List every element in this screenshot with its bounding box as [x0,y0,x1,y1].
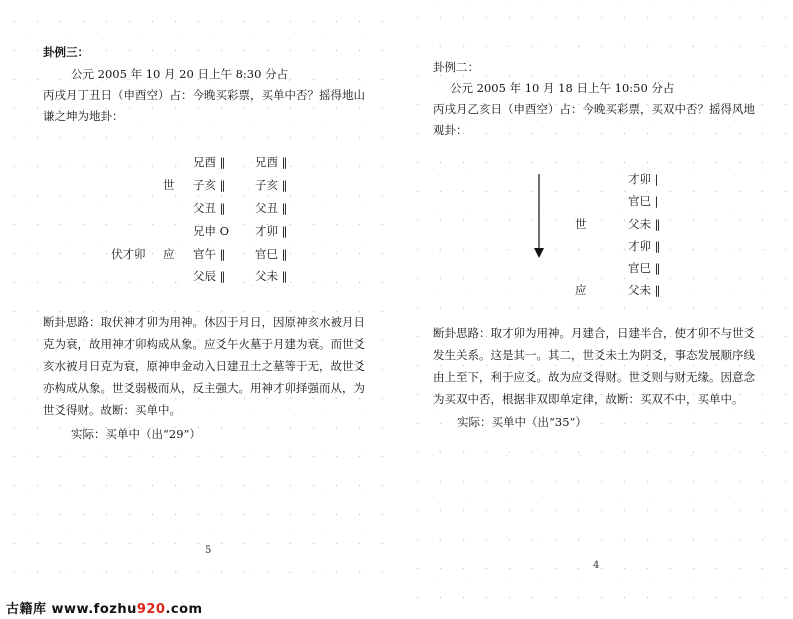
left-analysis-line: 亦构成从象。世爻弱极而从，反主强大。用神才卯择强而从，为 [43,381,365,395]
gua-right-yao: 父未 ‖ [255,269,288,283]
left-analysis-line: 世爻得财。故断：买单中。 [43,403,181,417]
right-analysis-line: 发生关系。这是其一。其二，世爻未土为阴爻，事态发展顺序线 [433,348,755,362]
shi-marker: 世 [163,178,175,192]
gua-yao: 才卯 | [628,172,659,186]
gua-row [628,260,660,276]
down-arrow-icon [533,174,545,260]
ying-marker: 应 [163,247,175,261]
site-watermark[interactable] [6,600,203,619]
gua-left-yao: 兄酉 ‖ [193,155,226,169]
gua-yao: 父未 ‖ [628,217,661,231]
left-analysis-line: 亥水被月日克为衰，原神申金动入日建丑土之墓等于无，故世爻 [43,359,365,373]
site-number: 920 [136,602,166,617]
right-question-line-2: 观卦： [433,123,468,137]
right-analysis-line: 断卦思路：取才卯为用神。月建合，日建半合，使才卯不与世爻 [433,326,755,340]
gua-right-yao: 父丑 ‖ [255,201,288,215]
gua-yao: 才卯 ‖ [628,239,661,253]
right-result-line: 实际：买单中（出“35”） [457,415,587,429]
page-number: 4 [593,560,600,571]
gua-right-yao: 兄酉 ‖ [255,155,288,169]
gua-left-yao-moving: 兄申 O [193,224,230,238]
gua-row [628,193,659,209]
gua-left-yao: 子亥 ‖ [193,178,226,192]
right-page [397,0,793,600]
site-footer [0,600,793,619]
right-heading: 卦例二： [433,60,479,74]
right-date-line: 公元 2005 年 10 月 18 日上午 10:50 分占 [450,81,675,95]
gua-left-yao: 父辰 ‖ [193,269,226,283]
left-question-line-2: 谦之坤为地卦： [43,109,124,123]
page-number: 5 [205,545,212,556]
left-question-line-1: 丙戌月丁丑日（申酉空）占：今晚买彩票，买单中否？摇得地山 [43,88,365,102]
gua-yao: 官巳 | [628,194,659,208]
gua-yao: 官巳 ‖ [628,261,661,275]
gua-row [628,171,659,187]
gua-left-yao: 官午 ‖ [193,247,226,261]
fu-shen-label: 伏才卯 [111,247,146,261]
left-analysis-line: 克为衰，故用神才卯构成从象。应爻午火墓于月建为衰。而世爻 [43,337,365,351]
ying-marker: 应 [575,283,587,297]
gua-row [628,238,660,254]
left-analysis-line: 断卦思路：取伏神才卯为用神。休囚于月日，因原神亥水被月日 [43,315,365,329]
gua-left-yao: 父丑 ‖ [193,201,226,215]
site-suffix: .com [165,602,203,617]
left-date-line: 公元 2005 年 10 月 20 日上午 8:30 分占 [71,67,289,81]
gua-right-yao: 才卯 ‖ [255,224,288,238]
left-result-line: 实际：买单中（出“29”） [71,427,201,441]
shi-marker: 世 [575,217,587,231]
site-label: 古籍库 www.fozhu [6,602,137,617]
left-page [0,0,396,600]
left-heading: 卦例三： [43,45,89,59]
gua-right-yao: 子亥 ‖ [255,178,288,192]
right-analysis-line: 由上至下，利于应爻。故为应爻得财。世爻则与财无缘。因意念 [433,370,755,384]
right-question-line-1: 丙戌月乙亥日（申酉空）占：今晚买彩票，买双中否？摇得风地 [433,102,755,116]
gua-yao: 父未 ‖ [628,283,661,297]
gua-right-yao: 官巳 ‖ [255,247,288,261]
right-analysis-line: 为买双中否，根据非双即单定律，故断：买双不中，买单中。 [433,392,744,406]
